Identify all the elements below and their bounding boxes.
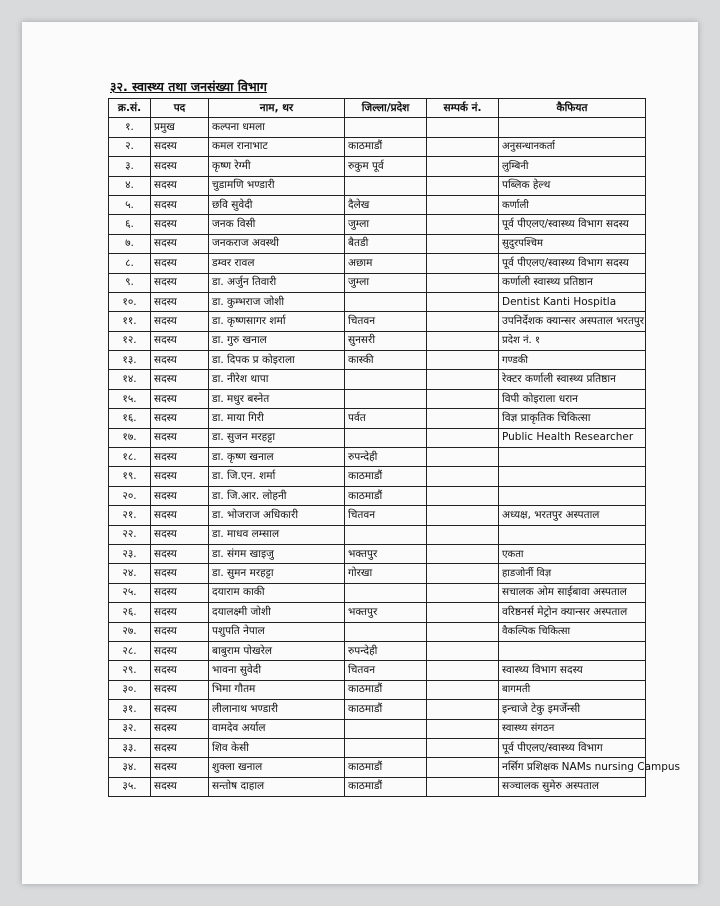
- remarks-cell: [499, 486, 646, 505]
- remarks-cell: विज्ञ प्राकृतिक चिकित्सा: [499, 409, 646, 428]
- contact-cell: [427, 157, 499, 176]
- post-cell: सदस्य: [151, 195, 209, 214]
- remarks-cell: सुदुरपश्चिम: [499, 234, 646, 253]
- contact-cell: [427, 176, 499, 195]
- district-cell: [345, 622, 427, 641]
- district-cell: [345, 389, 427, 408]
- table-row: [109, 544, 646, 563]
- district-cell: जुम्ला: [345, 273, 427, 292]
- contact-cell: [427, 700, 499, 719]
- post-cell: सदस्य: [151, 370, 209, 389]
- contact-cell: [427, 331, 499, 350]
- contact-cell: [427, 351, 499, 370]
- name-cell: दयाराम काकी: [209, 583, 345, 602]
- post-cell: सदस्य: [151, 467, 209, 486]
- contact-cell: [427, 273, 499, 292]
- name-cell: बाबुराम पोखरेल: [209, 641, 345, 660]
- serial-cell: १०.: [109, 292, 151, 311]
- serial-cell: ३३.: [109, 738, 151, 757]
- post-cell: सदस्य: [151, 622, 209, 641]
- serial-cell: २३.: [109, 544, 151, 563]
- table-row: [109, 428, 646, 447]
- table-row: [109, 409, 646, 428]
- post-cell: सदस्य: [151, 137, 209, 156]
- remarks-cell: उपनिर्देशक क्यान्सर अस्पताल भरतपुर: [499, 312, 646, 331]
- column-header-post: पद: [151, 99, 209, 118]
- table-row: [109, 254, 646, 273]
- contact-cell: [427, 428, 499, 447]
- serial-cell: २१.: [109, 506, 151, 525]
- serial-cell: २०.: [109, 486, 151, 505]
- post-cell: सदस्य: [151, 583, 209, 602]
- remarks-cell: [499, 641, 646, 660]
- remarks-cell: अध्यक्ष, भरतपुर अस्पताल: [499, 506, 646, 525]
- district-cell: काठमाडौं: [345, 486, 427, 505]
- column-header-remarks: कैफियत: [499, 99, 646, 118]
- name-cell: डा. संगम खाइजु: [209, 544, 345, 563]
- name-cell: डम्वर रावल: [209, 254, 345, 273]
- contact-cell: [427, 622, 499, 641]
- name-cell: छवि सुवेदी: [209, 195, 345, 214]
- serial-cell: १५.: [109, 389, 151, 408]
- post-cell: सदस्य: [151, 680, 209, 699]
- post-cell: सदस्य: [151, 234, 209, 253]
- name-cell: डा. जि.एन. शर्मा: [209, 467, 345, 486]
- district-cell: काठमाडौं: [345, 758, 427, 777]
- contact-cell: [427, 680, 499, 699]
- serial-cell: ९.: [109, 273, 151, 292]
- serial-cell: ११.: [109, 312, 151, 331]
- contact-cell: [427, 370, 499, 389]
- contact-cell: [427, 409, 499, 428]
- serial-cell: १.: [109, 118, 151, 137]
- district-cell: काठमाडौं: [345, 700, 427, 719]
- table-row: [109, 564, 646, 583]
- serial-cell: ३१.: [109, 700, 151, 719]
- remarks-cell: इन्चाजे टेकु इमर्जेन्सी: [499, 700, 646, 719]
- contact-cell: [427, 661, 499, 680]
- contact-cell: [427, 603, 499, 622]
- district-cell: दैलेख: [345, 195, 427, 214]
- remarks-cell: स्वास्थ्य विभाग सदस्य: [499, 661, 646, 680]
- remarks-cell: बागमती: [499, 680, 646, 699]
- contact-cell: [427, 292, 499, 311]
- district-cell: [345, 118, 427, 137]
- post-cell: सदस्य: [151, 448, 209, 467]
- name-cell: डा. जि.आर. लोहनी: [209, 486, 345, 505]
- remarks-cell: [499, 118, 646, 137]
- members-table: [108, 98, 681, 797]
- serial-cell: १४.: [109, 370, 151, 389]
- serial-cell: ६.: [109, 215, 151, 234]
- table-row: [109, 583, 646, 602]
- serial-cell: १३.: [109, 351, 151, 370]
- remarks-cell: लुम्बिनी: [499, 157, 646, 176]
- remarks-cell: विपी कोइराला धरान: [499, 389, 646, 408]
- name-cell: भिमा गौतम: [209, 680, 345, 699]
- table-row: [109, 641, 646, 660]
- district-cell: काठमाडौं: [345, 467, 427, 486]
- contact-cell: [427, 641, 499, 660]
- table-row: [109, 525, 646, 544]
- table-row: [109, 312, 646, 331]
- post-cell: सदस्य: [151, 409, 209, 428]
- name-cell: डा. मधुर बस्नेत: [209, 389, 345, 408]
- district-cell: सुनसरी: [345, 331, 427, 350]
- serial-cell: ४.: [109, 176, 151, 195]
- remarks-cell: पब्लिक हेल्थ: [499, 176, 646, 195]
- remarks-cell: पूर्व पीएलए/स्वास्थ्य विभाग: [499, 738, 646, 757]
- post-cell: सदस्य: [151, 700, 209, 719]
- contact-cell: [427, 564, 499, 583]
- table-row: [109, 273, 646, 292]
- district-cell: जुम्ला: [345, 215, 427, 234]
- serial-cell: २८.: [109, 641, 151, 660]
- district-cell: रुकुम पूर्व: [345, 157, 427, 176]
- table-row: [109, 506, 646, 525]
- table-row: [109, 467, 646, 486]
- remarks-cell: अनुसन्धानकर्ता: [499, 137, 646, 156]
- serial-cell: ३२.: [109, 719, 151, 738]
- serial-cell: २.: [109, 137, 151, 156]
- serial-cell: १२.: [109, 331, 151, 350]
- contact-cell: [427, 215, 499, 234]
- post-cell: सदस्य: [151, 661, 209, 680]
- remarks-cell: Public Health Researcher: [499, 428, 646, 447]
- post-cell: सदस्य: [151, 777, 209, 796]
- name-cell: लीलानाथ भण्डारी: [209, 700, 345, 719]
- name-cell: डा. गुरु खनाल: [209, 331, 345, 350]
- table-row: [109, 157, 646, 176]
- table-row: [109, 176, 646, 195]
- serial-cell: ३५.: [109, 777, 151, 796]
- table-header-row: [109, 99, 646, 118]
- post-cell: सदस्य: [151, 738, 209, 757]
- table-row: [109, 292, 646, 311]
- serial-cell: १६.: [109, 409, 151, 428]
- remarks-cell: कर्णाली: [499, 195, 646, 214]
- remarks-cell: प्रदेश नं. १: [499, 331, 646, 350]
- district-cell: अछाम: [345, 254, 427, 273]
- contact-cell: [427, 254, 499, 273]
- name-cell: वामदेव अर्याल: [209, 719, 345, 738]
- serial-cell: १७.: [109, 428, 151, 447]
- serial-cell: ३०.: [109, 680, 151, 699]
- post-cell: सदस्य: [151, 758, 209, 777]
- district-cell: काठमाडौं: [345, 137, 427, 156]
- district-cell: चितवन: [345, 661, 427, 680]
- name-cell: डा. कृष्ण खनाल: [209, 448, 345, 467]
- contact-cell: [427, 525, 499, 544]
- district-cell: भक्तपुर: [345, 544, 427, 563]
- district-cell: चितवन: [345, 506, 427, 525]
- remarks-cell: [499, 467, 646, 486]
- district-cell: चितवन: [345, 312, 427, 331]
- post-cell: सदस्य: [151, 641, 209, 660]
- serial-cell: २७.: [109, 622, 151, 641]
- table-row: [109, 215, 646, 234]
- contact-cell: [427, 118, 499, 137]
- name-cell: डा. अर्जुन तिवारी: [209, 273, 345, 292]
- post-cell: सदस्य: [151, 719, 209, 738]
- name-cell: पशुपति नेपाल: [209, 622, 345, 641]
- remarks-cell: नर्सिग प्रशिक्षक NAMs nursing Campus: [499, 758, 646, 777]
- contact-cell: [427, 467, 499, 486]
- remarks-cell: पूर्व पीएलए/स्वास्थ्य विभाग सदस्य: [499, 215, 646, 234]
- table-row: [109, 661, 646, 680]
- name-cell: शिव केसी: [209, 738, 345, 757]
- remarks-cell: हाडजोर्नी विज्ञ: [499, 564, 646, 583]
- district-cell: [345, 292, 427, 311]
- table-row: [109, 680, 646, 699]
- contact-cell: [427, 448, 499, 467]
- table-row: [109, 195, 646, 214]
- column-header-district: जिल्ला/प्रदेश: [345, 99, 427, 118]
- contact-cell: [427, 195, 499, 214]
- column-header-contact: सम्पर्क नं.: [427, 99, 499, 118]
- post-cell: सदस्य: [151, 603, 209, 622]
- remarks-cell: Dentist Kanti Hospitla: [499, 292, 646, 311]
- table-row: [109, 389, 646, 408]
- remarks-cell: वैकल्पिक चिकित्सा: [499, 622, 646, 641]
- post-cell: सदस्य: [151, 525, 209, 544]
- post-cell: सदस्य: [151, 331, 209, 350]
- district-cell: [345, 583, 427, 602]
- table-row: [109, 700, 646, 719]
- district-cell: कास्की: [345, 351, 427, 370]
- post-cell: प्रमुख: [151, 118, 209, 137]
- name-cell: शुक्ला खनाल: [209, 758, 345, 777]
- serial-cell: ७.: [109, 234, 151, 253]
- district-cell: [345, 525, 427, 544]
- remarks-cell: कर्णाली स्वास्थ्य प्रतिष्ठान: [499, 273, 646, 292]
- contact-cell: [427, 506, 499, 525]
- contact-cell: [427, 137, 499, 156]
- table-row: [109, 448, 646, 467]
- remarks-cell: [499, 448, 646, 467]
- table-row: [109, 351, 646, 370]
- remarks-cell: वरिष्ठनर्स मेट्रोन क्यान्सर अस्पताल: [499, 603, 646, 622]
- post-cell: सदस्य: [151, 176, 209, 195]
- remarks-cell: रेक्टर कर्णाली स्वास्थ्य प्रतिष्ठान: [499, 370, 646, 389]
- serial-cell: २४.: [109, 564, 151, 583]
- remarks-cell: स्वास्थ्य संगठन: [499, 719, 646, 738]
- serial-cell: ५.: [109, 195, 151, 214]
- table-row: [109, 603, 646, 622]
- post-cell: सदस्य: [151, 292, 209, 311]
- table-row: [109, 370, 646, 389]
- post-cell: सदस्य: [151, 544, 209, 563]
- name-cell: सन्तोष दाहाल: [209, 777, 345, 796]
- name-cell: डा. दिपक प्र कोइराला: [209, 351, 345, 370]
- serial-cell: २६.: [109, 603, 151, 622]
- serial-cell: ८.: [109, 254, 151, 273]
- name-cell: दयालक्ष्मी जोशी: [209, 603, 345, 622]
- district-cell: रुपन्देही: [345, 448, 427, 467]
- post-cell: सदस्य: [151, 506, 209, 525]
- table-row: [109, 622, 646, 641]
- document-page: [22, 22, 698, 884]
- serial-cell: २२.: [109, 525, 151, 544]
- name-cell: जनक विसी: [209, 215, 345, 234]
- district-cell: गोरखा: [345, 564, 427, 583]
- serial-cell: २९.: [109, 661, 151, 680]
- remarks-cell: एकता: [499, 544, 646, 563]
- name-cell: डा. कृष्णसागर शर्मा: [209, 312, 345, 331]
- post-cell: सदस्य: [151, 157, 209, 176]
- post-cell: सदस्य: [151, 312, 209, 331]
- name-cell: डा. भोजराज अधिकारी: [209, 506, 345, 525]
- table-row: [109, 234, 646, 253]
- post-cell: सदस्य: [151, 486, 209, 505]
- contact-cell: [427, 544, 499, 563]
- name-cell: डा. माधव लम्साल: [209, 525, 345, 544]
- name-cell: डा. कुम्भराज जोशी: [209, 292, 345, 311]
- district-cell: बैतडी: [345, 234, 427, 253]
- name-cell: डा. माया गिरी: [209, 409, 345, 428]
- district-cell: काठमाडौं: [345, 777, 427, 796]
- table-row: [109, 738, 646, 757]
- name-cell: भावना सुवेदी: [209, 661, 345, 680]
- remarks-cell: सञ्चालक सुमेरु अस्पताल: [499, 777, 646, 796]
- post-cell: सदस्य: [151, 428, 209, 447]
- remarks-cell: [499, 525, 646, 544]
- post-cell: सदस्य: [151, 389, 209, 408]
- remarks-cell: गण्डकी: [499, 351, 646, 370]
- serial-cell: २५.: [109, 583, 151, 602]
- district-cell: [345, 719, 427, 738]
- post-cell: सदस्य: [151, 254, 209, 273]
- district-cell: पर्वत: [345, 409, 427, 428]
- name-cell: कल्पना धमला: [209, 118, 345, 137]
- table-row: [109, 758, 646, 777]
- name-cell: डा. नीरेश थापा: [209, 370, 345, 389]
- remarks-cell: पूर्व पीएलए/स्वास्थ्य विभाग सदस्य: [499, 254, 646, 273]
- name-cell: डा. सुजन मरहट्टा: [209, 428, 345, 447]
- contact-cell: [427, 758, 499, 777]
- contact-cell: [427, 777, 499, 796]
- table-row: [109, 486, 646, 505]
- district-cell: रुपन्देही: [345, 641, 427, 660]
- serial-cell: ३४.: [109, 758, 151, 777]
- column-header-serial: क्र.सं.: [109, 99, 151, 118]
- district-cell: [345, 370, 427, 389]
- district-cell: [345, 738, 427, 757]
- contact-cell: [427, 583, 499, 602]
- contact-cell: [427, 389, 499, 408]
- post-cell: सदस्य: [151, 215, 209, 234]
- name-cell: कृष्ण रेग्मी: [209, 157, 345, 176]
- column-header-name: नाम, थर: [209, 99, 345, 118]
- serial-cell: १८.: [109, 448, 151, 467]
- name-cell: डा. सुमन मरहट्टा: [209, 564, 345, 583]
- contact-cell: [427, 719, 499, 738]
- section-heading: ३२. स्वास्थ्य तथा जनसंख्या विभाग: [110, 79, 267, 94]
- name-cell: जनकराज अवस्थी: [209, 234, 345, 253]
- remarks-cell: सचालक ओम साईबावा अस्पताल: [499, 583, 646, 602]
- contact-cell: [427, 486, 499, 505]
- contact-cell: [427, 234, 499, 253]
- name-cell: चुडामणि भण्डारी: [209, 176, 345, 195]
- post-cell: सदस्य: [151, 351, 209, 370]
- name-cell: कमल रानाभाट: [209, 137, 345, 156]
- district-cell: [345, 428, 427, 447]
- table-row: [109, 777, 646, 796]
- serial-cell: १९.: [109, 467, 151, 486]
- district-cell: काठमाडौं: [345, 680, 427, 699]
- table-row: [109, 118, 646, 137]
- table-row: [109, 719, 646, 738]
- contact-cell: [427, 738, 499, 757]
- district-cell: [345, 176, 427, 195]
- post-cell: सदस्य: [151, 273, 209, 292]
- table-row: [109, 137, 646, 156]
- table-row: [109, 331, 646, 350]
- district-cell: भक्तपुर: [345, 603, 427, 622]
- post-cell: सदस्य: [151, 564, 209, 583]
- serial-cell: ३.: [109, 157, 151, 176]
- contact-cell: [427, 312, 499, 331]
